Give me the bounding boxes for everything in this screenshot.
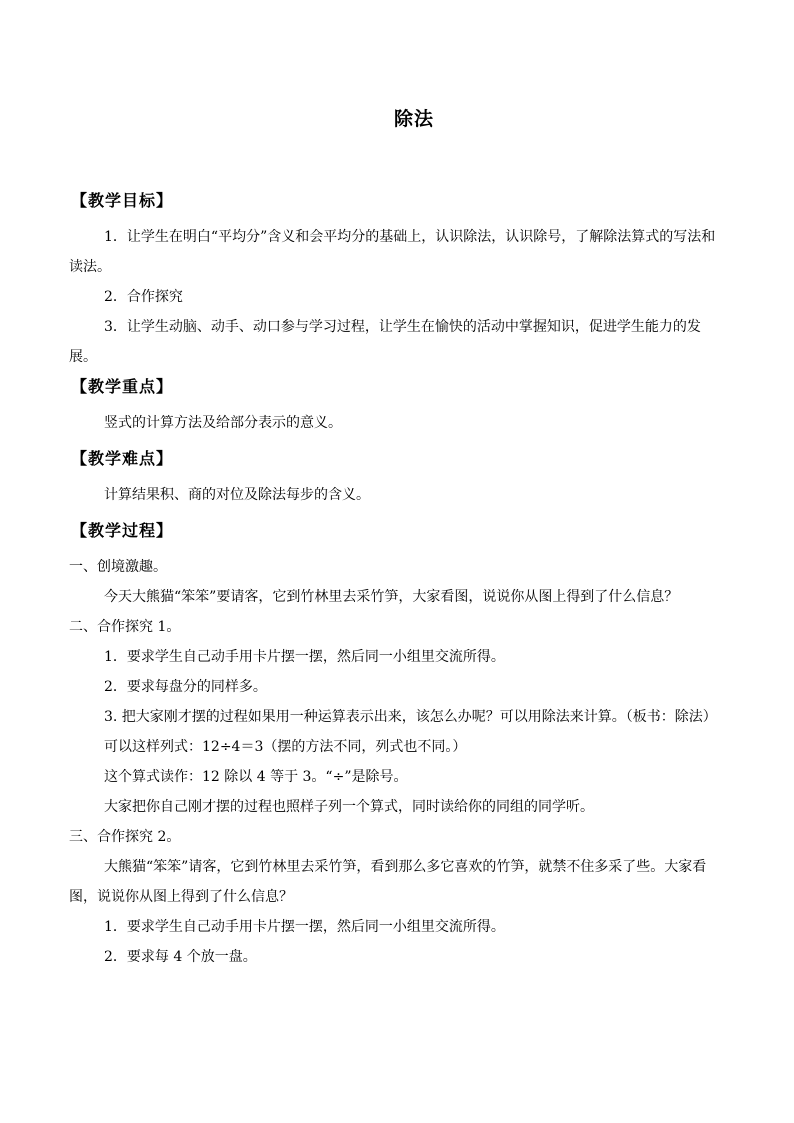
document-body — [69, 186, 725, 972]
part1-title: 一、创境激趣。 — [69, 559, 167, 575]
part3-item-2: 1．要求学生自己动手用卡片摆一摆，然后同一小组里交流所得。 — [104, 919, 505, 935]
key-text: 竖式的计算方法及给部分表示的意义。 — [104, 415, 342, 431]
part2-item-1: 1．要求学生自己动手用卡片摆一摆，然后同一小组里交流所得。 — [104, 649, 505, 665]
part3-item-1: 大熊猫“笨笨”请客，它到竹林里去采竹笋，看到那么多它喜欢的竹笋，就禁不住多采了些。大家看图，说说你从图上得到了什么信息？ — [69, 859, 707, 905]
part2-item-2: 2．要求每盘分的同样多。 — [104, 679, 267, 695]
goals-heading: 【教学目标】 — [71, 191, 174, 210]
process-heading: 【教学过程】 — [71, 521, 174, 540]
part1-text: 今天大熊猫“笨笨”要请客，它到竹林里去采竹笋，大家看图，说说你从图上得到了什么信息？ — [104, 589, 679, 605]
key-heading: 【教学重点】 — [71, 377, 174, 396]
goal-item-3: 3．让学生动脑、动手、动口参与学习过程，让学生在愉快的活动中掌握知识，促进学生能力的发展。 — [69, 319, 701, 365]
goal-item-1: 1．让学生在明白“平均分”含义和会平均分的基础上，认识除法，认识除号，了解除法算式的写法和读法。 — [69, 229, 716, 275]
part2-item-6: 大家把你自己刚才摆的过程也照样子列一个算式，同时读给你的同组的同学听。 — [104, 799, 594, 815]
difficulty-text: 计算结果积、商的对位及除法每步的含义。 — [104, 487, 370, 503]
part2-item-4: 可以这样列式：12÷4＝3（摆的方法不同，列式也不同。） — [104, 739, 467, 755]
part2-title: 二、合作探究 1。 — [69, 619, 181, 635]
goal-item-2: 2．合作探究 — [104, 289, 183, 305]
part3-item-3: 2．要求每 4 个放一盘。 — [104, 949, 257, 965]
part2-item-3: 3. 把大家刚才摆的过程如果用一种运算表示出来，该怎么办呢？可以用除法来计算。（板书：除法） — [104, 709, 717, 725]
part2-item-5: 这个算式读作：12 除以 4 等于 3。“÷”是除号。 — [104, 769, 408, 785]
document-title: 除法 — [393, 108, 434, 130]
difficulty-heading: 【教学难点】 — [71, 449, 174, 468]
part3-title: 三、合作探究 2。 — [69, 829, 181, 845]
